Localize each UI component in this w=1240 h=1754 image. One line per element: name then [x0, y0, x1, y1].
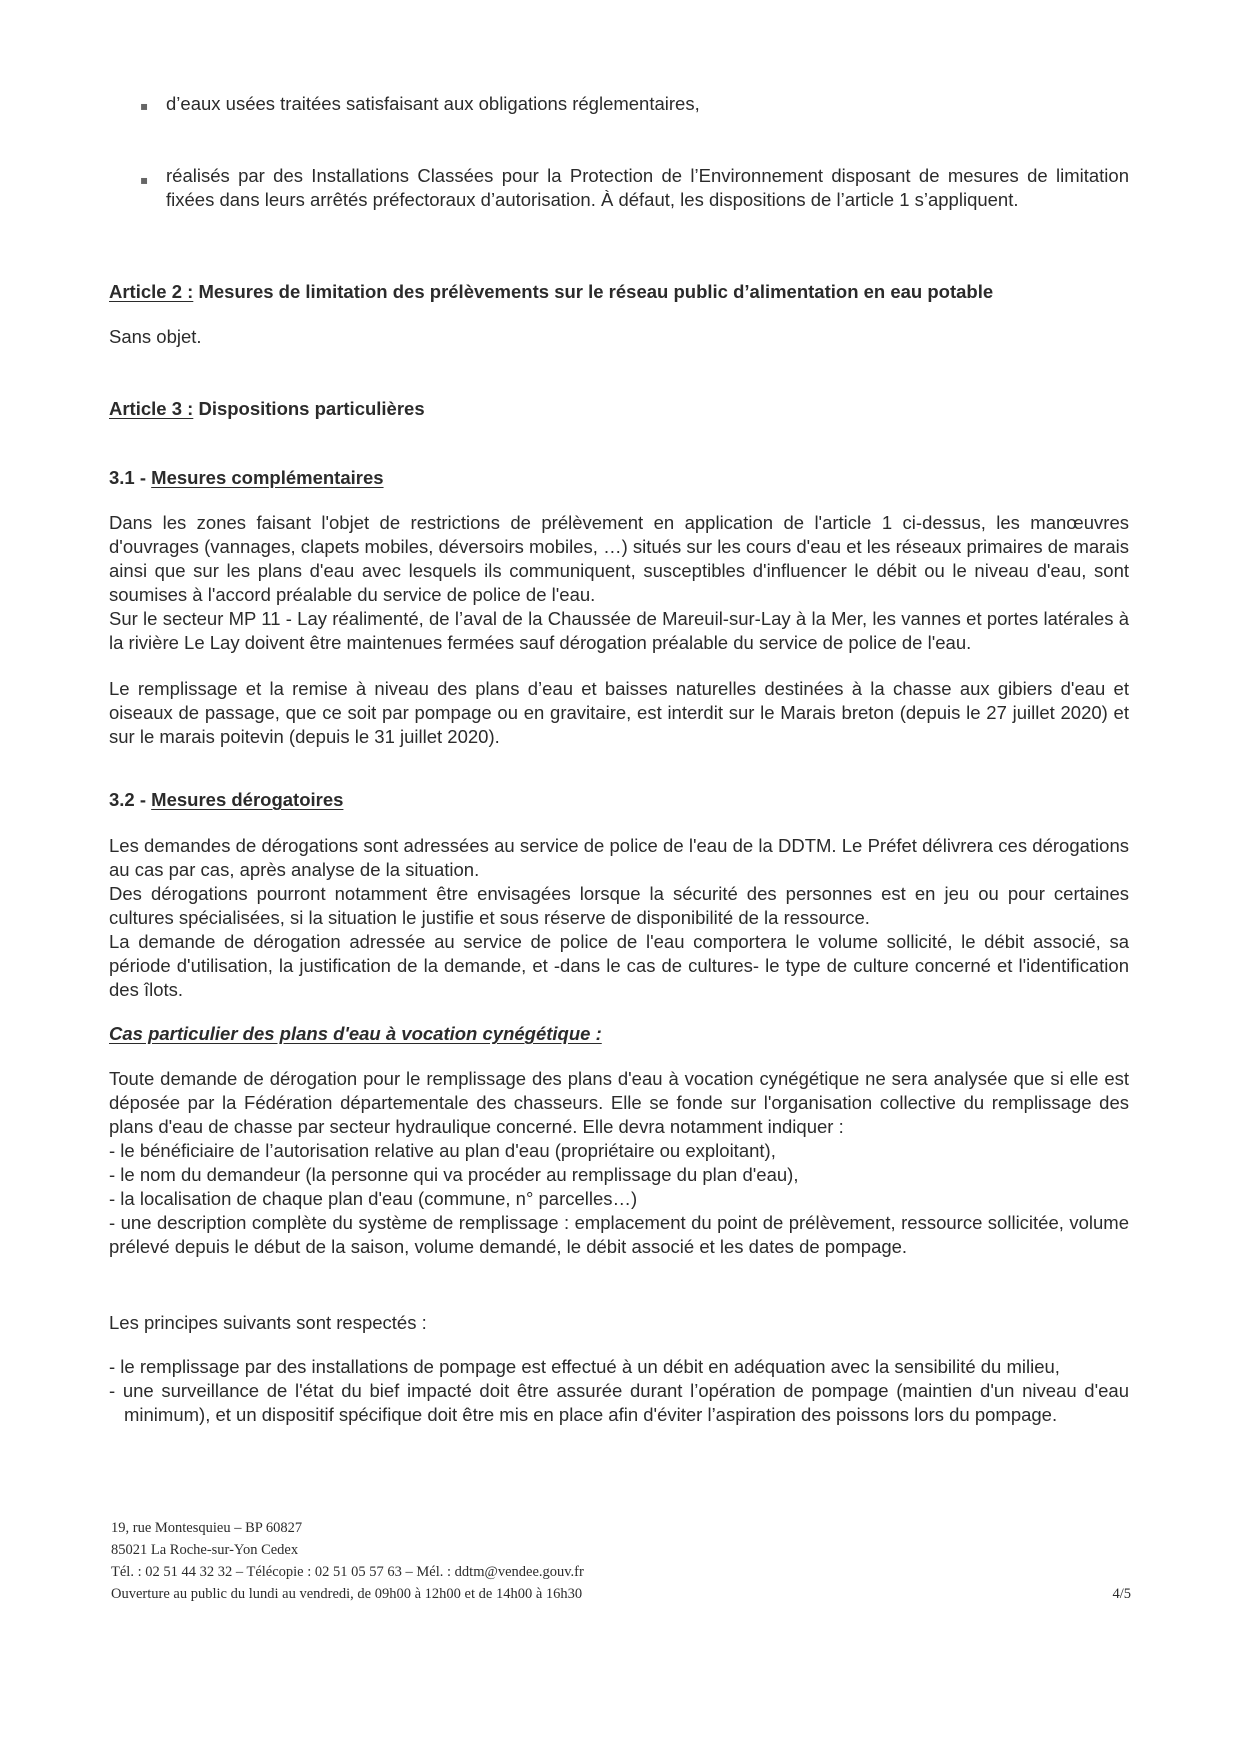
article-2-body: Sans objet.	[109, 326, 202, 347]
principles-intro: Les principes suivants sont respectés :	[109, 1312, 427, 1333]
section-3-2-title: Mesures dérogatoires	[151, 789, 344, 810]
list-item: - le bénéficiaire de l’autorisation relative au plan d'eau (propriétaire ou exploitant),	[109, 1140, 776, 1161]
section-3-1-title: Mesures complémentaires	[151, 467, 384, 488]
paragraph: Les demandes de dérogations sont adressées au service de police de l'eau de la DDTM. Le Préfet délivrera ces dérogations au cas par cas, après analyse de la situation.	[109, 835, 1129, 880]
section-3-1-number: 3.1 -	[109, 467, 152, 488]
article-3-title: Dispositions particulières	[193, 398, 425, 419]
paragraph: La demande de dérogation adressée au service de police de l'eau comportera le volume sollicité, le débit associé, sa période d'utilisation, la justification de la demande, et -dans le cas de cultures- le type de culture concerné et l'identification des îlots.	[109, 931, 1129, 1000]
page-footer	[111, 1517, 1131, 1605]
paragraph: Toute demande de dérogation pour le remplissage des plans d'eau à vocation cynégétique ne sera analysée que si elle est déposée par la Fédération départementale des chasseurs. Elle se fonde sur l'organisation collective du remplissage des plans d'eau de chasse par secteur hydraulique concerné. Elle devra notamment indiquer :	[109, 1068, 1129, 1137]
bullet-item: réalisés par des Installations Classées pour la Protection de l’Environnement disposant de mesures de limitation fixées dans leurs arrêtés préfectoraux d’autorisation. À défaut, les dispositions de l’article 1 s’appliquent.	[166, 165, 1129, 210]
page-number: 4/5	[1112, 1586, 1131, 1602]
footer-address: 19, rue Montesquieu – BP 60827	[111, 1520, 303, 1536]
list-item: - le nom du demandeur (la personne qui va procéder au remplissage du plan d'eau),	[109, 1164, 799, 1185]
section-3-2-heading	[109, 788, 1129, 812]
footer-contact: Tél. : 02 51 44 32 32 – Télécopie : 02 51 05 57 63 – Mél. : ddtm@vendee.gouv.fr	[111, 1564, 584, 1580]
paragraph: Le remplissage et la remise à niveau des plans d’eau et baisses naturelles destinées à la chasse aux gibiers d'eau et oiseaux de passage, que ce soit par pompage ou en gravitaire, est interdit sur le Marais breton (depuis le 27 juillet 2020) et sur le marais poitevin (depuis le 31 juillet 2020).	[109, 678, 1129, 747]
bullet-item: d’eaux usées traitées satisfaisant aux obligations réglementaires,	[166, 93, 700, 114]
article-2-heading	[109, 280, 1129, 304]
section-3-1-heading	[109, 466, 1129, 490]
article-3-heading	[109, 397, 1129, 421]
section-3-2-number: 3.2 -	[109, 789, 152, 810]
bullet-marker: ▪	[140, 173, 149, 187]
footer-hours: Ouverture au public du lundi au vendredi, de 09h00 à 12h00 et de 14h00 à 16h30	[111, 1586, 583, 1602]
special-case-body	[109, 1067, 1129, 1259]
list-item: - le remplissage par des installations de pompage est effectué à un débit en adéquation avec la sensibilité du milieu,	[109, 1356, 1060, 1377]
section-3-2-body	[109, 834, 1129, 1002]
paragraph: Sur le secteur MP 11 - Lay réalimenté, de l’aval de la Chaussée de Mareuil-sur-Lay à la Mer, les vannes et portes latérales à la rivière Le Lay doivent être maintenues fermées sauf dérogation préalable du service de police de l'eau.	[109, 608, 1129, 653]
article-2-label: Article 2 :	[109, 281, 194, 302]
list-item: - une surveillance de l'état du bief impacté doit être assurée durant l’opération de pompage (maintien d'un niveau d'eau minimum), et un dispositif spécifique doit être mis en place afin d'éviter l’aspiration des poissons lors du pompage.	[109, 1380, 1129, 1425]
paragraph: Dans les zones faisant l'objet de restrictions de prélèvement en application de l'article 1 ci-dessus, les manœuvres d'ouvrages (vannages, clapets mobiles, déversoirs mobiles, …) situés sur les cours d'eau et les réseaux primaires de marais ainsi que sur les plans d'eau avec lesquels ils communiquent, susceptibles d'influencer le débit ou le niveau d'eau, sont soumises à l'accord préalable du service de police de l'eau.	[109, 512, 1129, 605]
article-2-title: Mesures de limitation des prélèvements sur le réseau public d’alimentation en eau potable	[193, 281, 994, 302]
bullet-marker: ▪	[140, 99, 149, 113]
list-item: - une description complète du système de remplissage : emplacement du point de prélèvement, ressource sollicitée, volume prélevé depuis le début de la saison, volume demandé, le débit associé et les dates de pompage.	[109, 1212, 1129, 1257]
principles-list	[109, 1355, 1129, 1427]
special-case-heading: Cas particulier des plans d'eau à vocation cynégétique :	[109, 1023, 602, 1044]
paragraph: Des dérogations pourront notamment être envisagées lorsque la sécurité des personnes est en jeu ou pour certaines cultures spécialisées, si la situation le justifie et sous réserve de disponibilité de la ressource.	[109, 883, 1129, 928]
footer-city: 85021 La Roche-sur-Yon Cedex	[111, 1542, 299, 1558]
section-3-1-body	[109, 511, 1129, 749]
article-3-label: Article 3 :	[109, 398, 194, 419]
list-item: - la localisation de chaque plan d'eau (commune, n° parcelles…)	[109, 1188, 638, 1209]
